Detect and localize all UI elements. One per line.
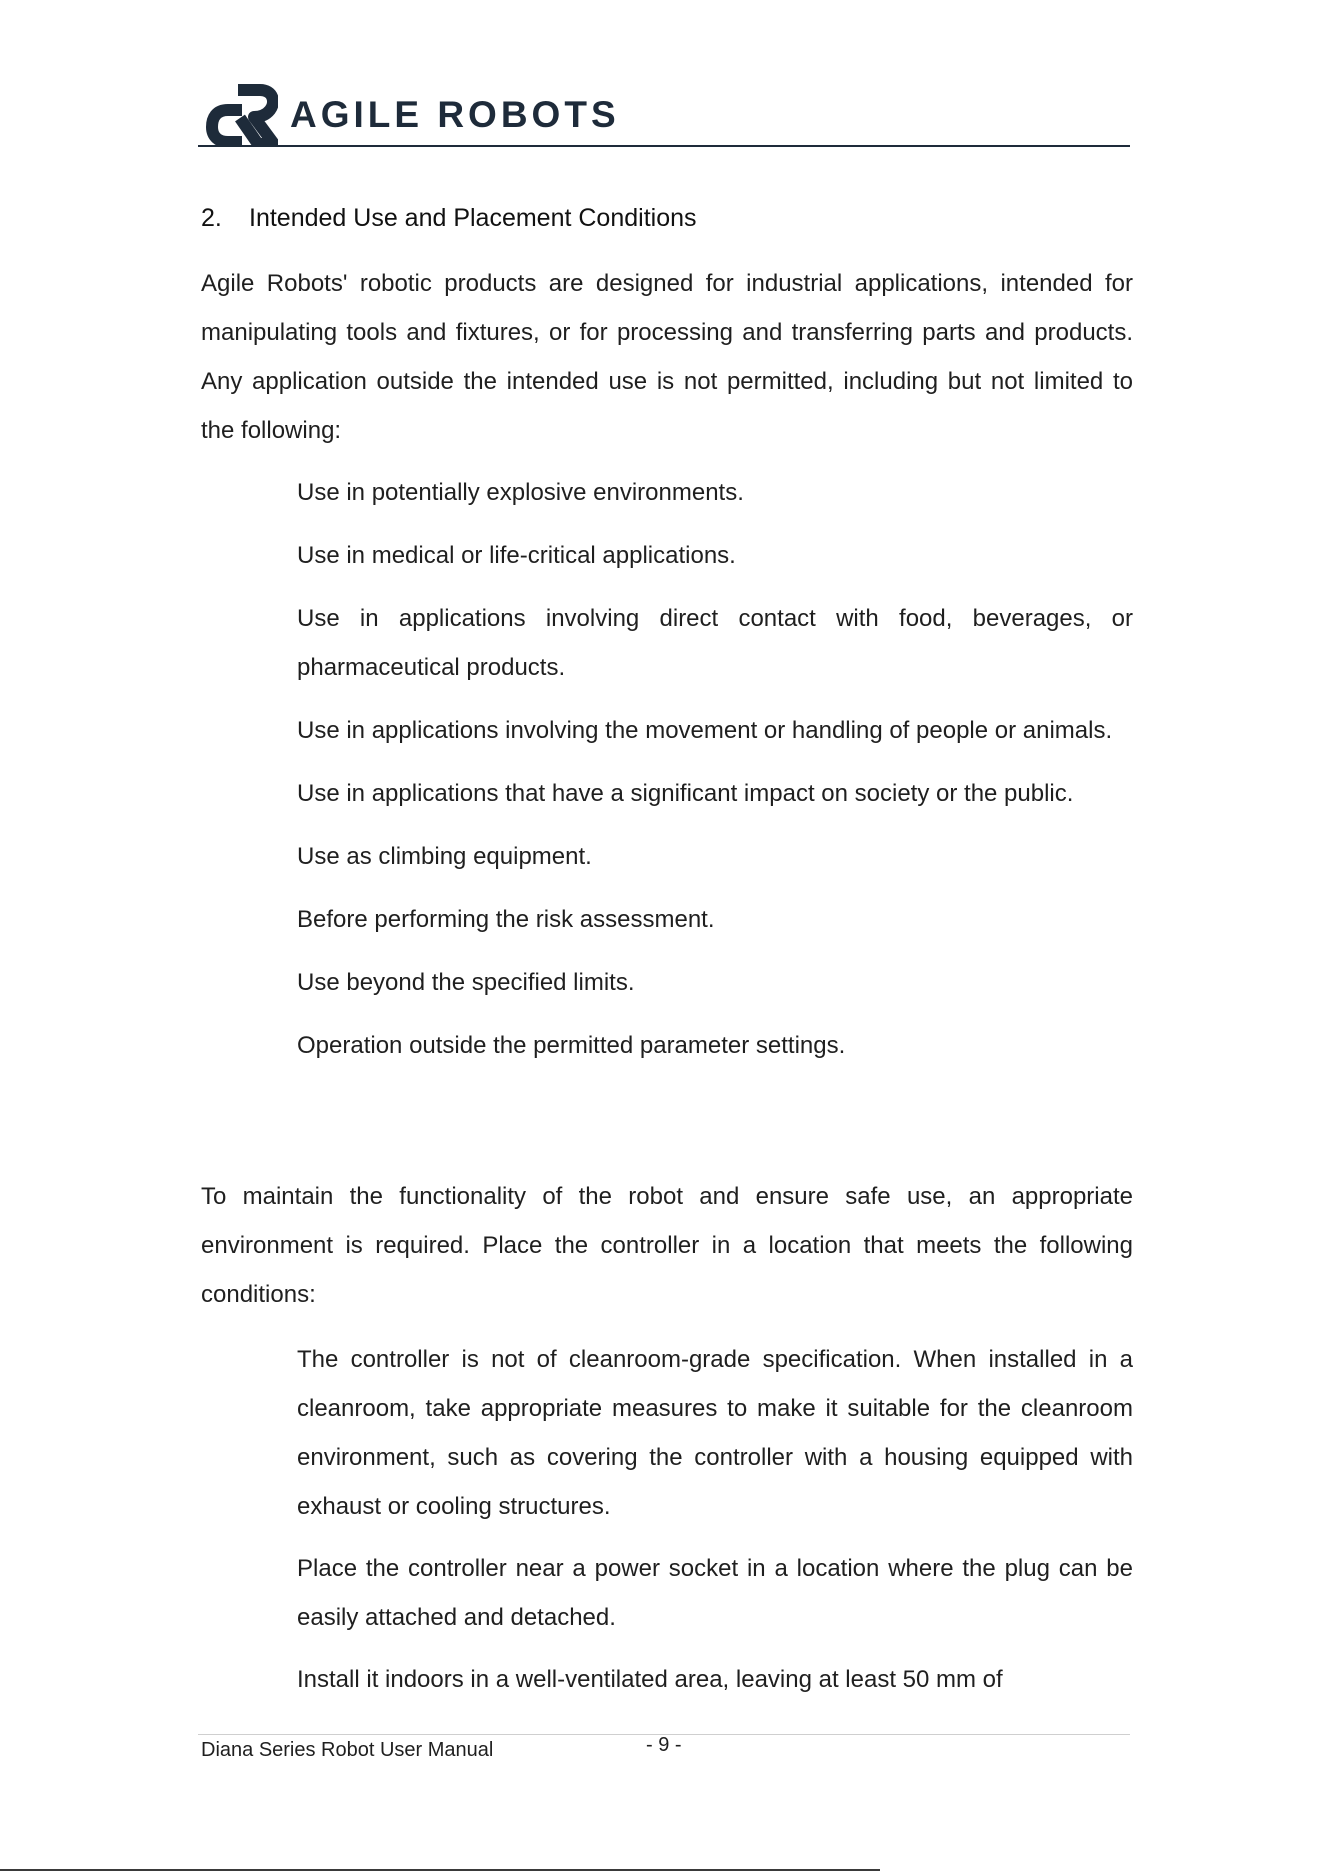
page-header — [198, 74, 1130, 146]
list-item: Install it indoors in a well-ventilated area, leaving at least 50 mm of — [297, 1666, 1003, 1693]
section-title: Intended Use and Placement Conditions — [249, 204, 697, 232]
list-item: Use as climbing equipment. — [297, 843, 592, 870]
list-item: Use in applications involving the movement or handling of people or animals. — [297, 717, 1113, 744]
list-item: Use in medical or life-critical applications. — [297, 542, 736, 569]
section-number: 2. — [201, 204, 222, 232]
prohibited-uses-list — [297, 468, 1133, 1084]
list-item: Use in applications involving direct contact with food, beverages, or pharmaceutical products. — [297, 605, 1133, 681]
page-number: - 9 - — [646, 1734, 682, 1756]
section-heading — [201, 204, 697, 233]
intro-paragraph: Agile Robots' robotic products are designed for industrial applications, intended for manipulating tools and fixtures, or for processing and transferring parts and products. Any application outside the intended use is not permitted, including but not limited to the following: — [201, 270, 1133, 444]
list-item: Use in potentially explosive environments. — [297, 479, 744, 506]
list-item: The controller is not of cleanroom-grade specification. When installed in a cleanroom, take appropriate measures to make it suitable for the cleanroom environment, such as covering the controller with a housing equipped with exhaust or cooling structures. — [297, 1346, 1133, 1520]
list-item: Operation outside the permitted parameter settings. — [297, 1032, 846, 1059]
list-item: Before performing the risk assessment. — [297, 906, 715, 933]
placement-conditions-list — [297, 1335, 1133, 1717]
footer-manual-title: Diana Series Robot User Manual — [201, 1739, 494, 1761]
agile-robots-logo-icon — [204, 80, 278, 146]
environment-paragraph: To maintain the functionality of the robot and ensure safe use, an appropriate environment is required. Place the controller in a location that meets the following conditions: — [201, 1183, 1133, 1308]
header-divider — [198, 145, 1130, 147]
brand-name: AGILE ROBOTS — [290, 94, 620, 135]
list-item: Place the controller near a power socket in a location where the plug can be easily attached and detached. — [297, 1555, 1133, 1631]
list-item: Use beyond the specified limits. — [297, 969, 635, 996]
page-bottom-edge — [0, 1869, 880, 1871]
list-item: Use in applications that have a significant impact on society or the public. — [297, 780, 1074, 807]
